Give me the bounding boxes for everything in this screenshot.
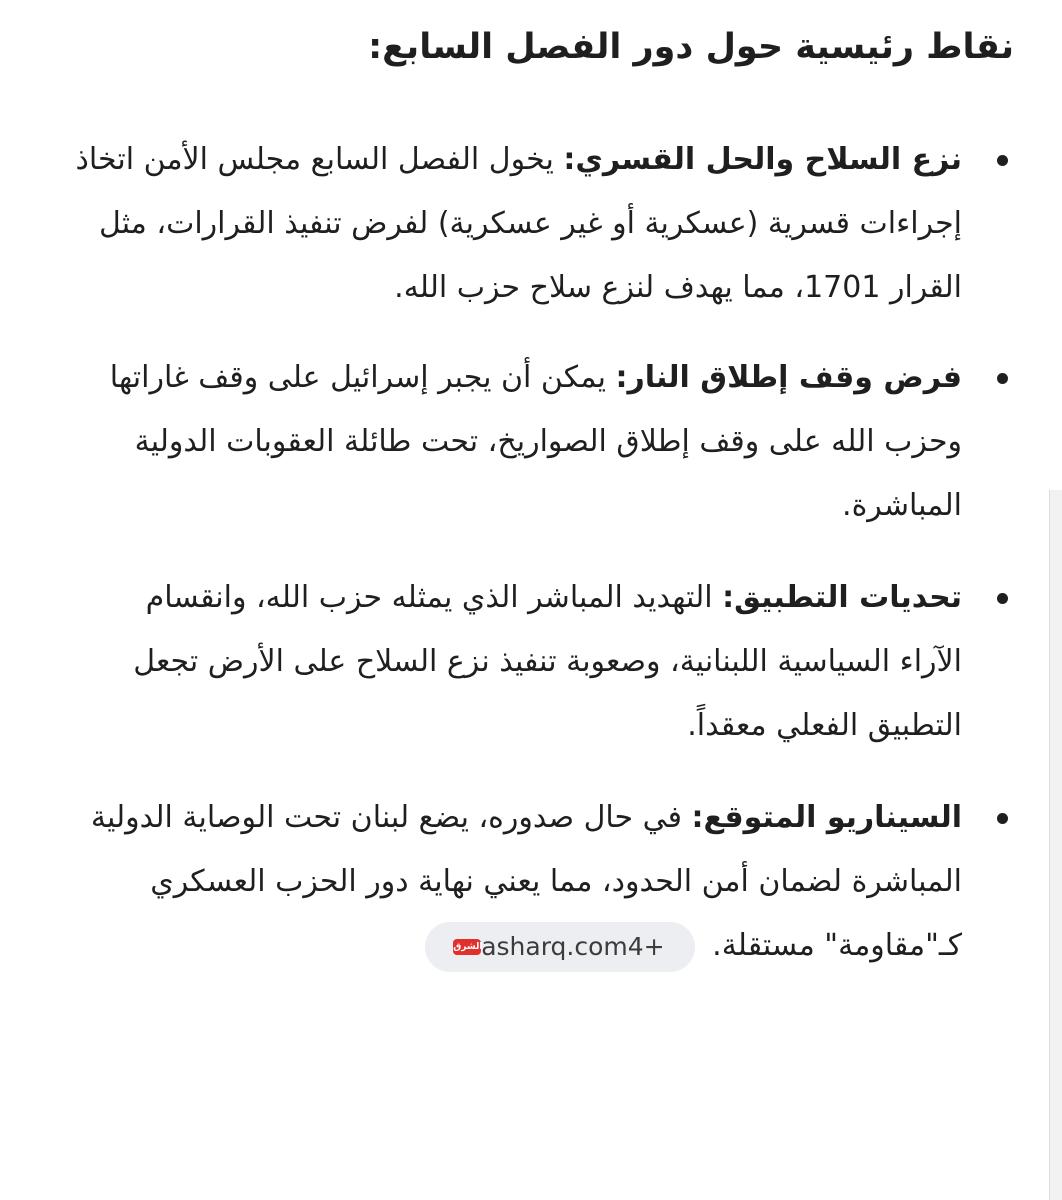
source-domain: asharq.com (481, 931, 628, 961)
bullet-text: يخول الفصل السابع مجلس الأمن اتخاذ إجراءات قسرية (عسكرية أو غير عسكرية) لفرض تنفيذ القرارات، مثل القرار 1701، مما يهدف لنزع سلاح حزب الله. (75, 142, 962, 305)
bullet-title: السيناريو المتوقع: (691, 800, 962, 835)
bullet-dot-icon (997, 593, 1008, 604)
bullet-text: التهديد المباشر الذي يمثله حزب الله، وانقسام الآراء السياسية اللبنانية، وصعوبة تنفيذ نزع السلاح على الأرض تجعل التطبيق الفعلي معقداً. (133, 580, 962, 743)
asharq-logo-icon: الشرق (453, 939, 481, 955)
list-item (74, 346, 1014, 538)
list-item (74, 566, 1014, 758)
list-item (74, 786, 1014, 978)
source-count: 4+ (627, 931, 665, 961)
source-chip[interactable] (425, 922, 694, 972)
bullet-title: فرض وقف إطلاق النار: (615, 360, 962, 395)
bullet-title: نزع السلاح والحل القسري: (563, 142, 962, 177)
scrollbar[interactable] (1049, 490, 1062, 1200)
section-heading: نقاط رئيسية حول دور الفصل السابع: (368, 27, 1014, 67)
bullet-text: يمكن أن يجبر إسرائيل على وقف غاراتها وحزب الله على وقف إطلاق الصواريخ، تحت طائلة العقوبات الدولية المباشرة. (109, 360, 962, 523)
bullet-dot-icon (997, 373, 1008, 384)
bullet-dot-icon (997, 813, 1008, 824)
key-points-list (74, 128, 1014, 998)
bullet-text: في حال صدوره، يضع لبنان تحت الوصاية الدولية المباشرة لضمان أمن الحدود، مما يعني نهاية دور الحزب العسكري كـ"مقاومة" مستقلة. (90, 800, 962, 963)
bullet-title: تحديات التطبيق: (722, 580, 962, 615)
bullet-dot-icon (997, 155, 1008, 166)
list-item (74, 128, 1014, 320)
